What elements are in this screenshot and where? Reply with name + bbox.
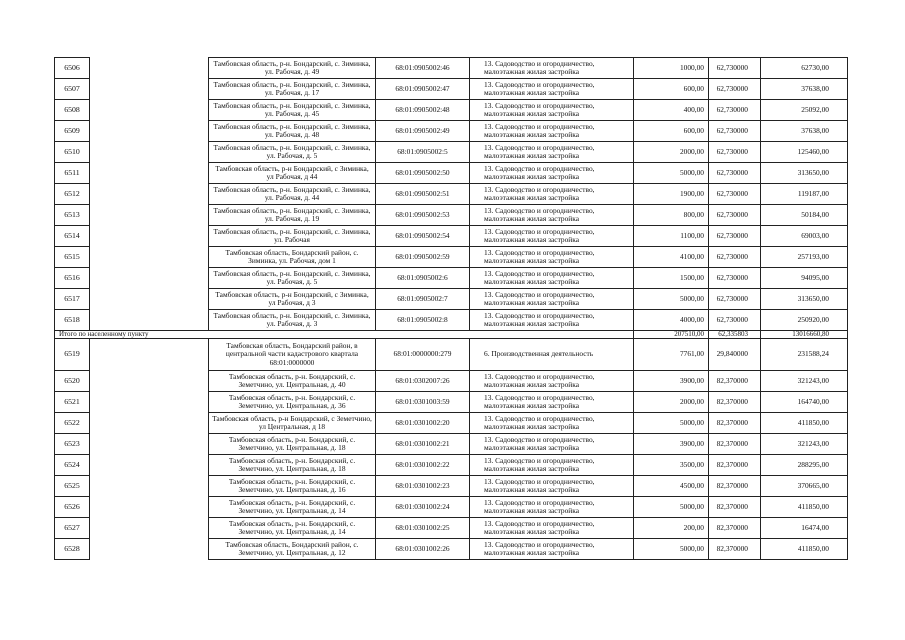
cadastral-number-cell: 68:01:0301002:22 — [376, 455, 470, 476]
empty-cell — [90, 79, 209, 100]
cadastral-number-cell: 68:01:0301002:25 — [376, 518, 470, 539]
table-row — [55, 247, 848, 268]
land-use-cell: 13. Садоводство и огородничество, малоэтажная жилая застройка — [470, 310, 634, 331]
land-use-cell: 13. Садоводство и огородничество, малоэтажная жилая застройка — [470, 289, 634, 310]
cadastral-number-cell: 68:01:0905002:59 — [376, 247, 470, 268]
cadastral-number-cell: 68:01:0905002:8 — [376, 310, 470, 331]
row-number: 6527 — [55, 518, 90, 539]
table-row — [55, 268, 848, 289]
land-use-cell: 13. Садоводство и огородничество, малоэтажная жилая застройка — [470, 247, 634, 268]
cadastral-number-cell: 68:01:0905002:6 — [376, 268, 470, 289]
specific-value-cell: 62,730000 — [709, 226, 761, 247]
empty-cell — [90, 268, 209, 289]
empty-cell — [90, 205, 209, 226]
row-number: 6524 — [55, 455, 90, 476]
cadastral-value-cell: 250920,00 — [761, 310, 848, 331]
specific-value-cell: 82,370000 — [709, 413, 761, 434]
specific-value-cell: 62,730000 — [709, 100, 761, 121]
row-number: 6513 — [55, 205, 90, 226]
cadastral-value-cell: 164740,00 — [761, 392, 848, 413]
specific-value-cell: 62,730000 — [709, 58, 761, 79]
area-cell: 600,00 — [634, 79, 709, 100]
area-cell: 1000,00 — [634, 58, 709, 79]
address-cell: Тамбовская область, р-н. Бондарский, с. Земетчино, ул. Центральная, д. 18 — [209, 434, 376, 455]
area-cell: 2000,00 — [634, 142, 709, 163]
cadastral-value-cell: 288295,00 — [761, 455, 848, 476]
cadastral-value-cell: 50184,00 — [761, 205, 848, 226]
cadastral-number-cell: 68:01:0301002:20 — [376, 413, 470, 434]
address-cell: Тамбовская область, Бондарский район, с. Зиминка, ул. Рабочая, дом 1 — [209, 247, 376, 268]
address-cell: Тамбовская область, р-н. Бондарский, с. Зиминка, ул. Рабочая, д. 5 — [209, 268, 376, 289]
table-row — [55, 142, 848, 163]
subtotal-row — [55, 331, 848, 339]
row-number: 6510 — [55, 142, 90, 163]
address-cell: Тамбовская область, р-н. Бондарский, с. Зиминка, ул. Рабочая, д. 49 — [209, 58, 376, 79]
land-use-cell: 13. Садоводство и огородничество, малоэтажная жилая застройка — [470, 539, 634, 560]
area-cell: 400,00 — [634, 100, 709, 121]
subtotal-area: 207510,00 — [634, 331, 709, 339]
empty-cell — [90, 413, 209, 434]
row-number: 6507 — [55, 79, 90, 100]
cadastral-value-cell: 313650,00 — [761, 289, 848, 310]
table-row — [55, 289, 848, 310]
area-cell: 5000,00 — [634, 289, 709, 310]
specific-value-cell: 82,370000 — [709, 371, 761, 392]
cadastral-value-cell: 125460,00 — [761, 142, 848, 163]
cadastral-number-cell: 68:01:0301002:23 — [376, 476, 470, 497]
specific-value-cell: 82,370000 — [709, 518, 761, 539]
area-cell: 5000,00 — [634, 413, 709, 434]
address-cell: Тамбовская область, р-н Бондарский, с Земетчино, ул Центральная, д 18 — [209, 413, 376, 434]
row-number: 6526 — [55, 497, 90, 518]
row-number: 6521 — [55, 392, 90, 413]
subtotal-total: 13016660,80 — [761, 331, 848, 339]
row-number: 6509 — [55, 121, 90, 142]
row-number: 6511 — [55, 163, 90, 184]
empty-cell — [90, 121, 209, 142]
specific-value-cell: 62,730000 — [709, 79, 761, 100]
land-use-cell: 13. Садоводство и огородничество, малоэтажная жилая застройка — [470, 476, 634, 497]
empty-cell — [90, 518, 209, 539]
cadastral-value-cell: 69003,00 — [761, 226, 848, 247]
cadastral-value-cell: 62730,00 — [761, 58, 848, 79]
cadastral-number-cell: 68:01:0905002:47 — [376, 79, 470, 100]
table-row — [55, 497, 848, 518]
land-use-cell: 6. Производственная деятельность — [470, 339, 634, 371]
specific-value-cell: 62,730000 — [709, 142, 761, 163]
cadastral-number-cell: 68:01:0301002:21 — [376, 434, 470, 455]
area-cell: 1100,00 — [634, 226, 709, 247]
area-cell: 1900,00 — [634, 184, 709, 205]
area-cell: 5000,00 — [634, 539, 709, 560]
address-cell: Тамбовская область, р-н. Бондарский, с. Зиминка, ул. Рабочая, д. 19 — [209, 205, 376, 226]
specific-value-cell: 82,370000 — [709, 476, 761, 497]
empty-cell — [90, 226, 209, 247]
row-number: 6512 — [55, 184, 90, 205]
table-row — [55, 371, 848, 392]
cadastral-value-cell: 411850,00 — [761, 539, 848, 560]
address-cell: Тамбовская область, р-н. Бондарский, с. Зиминка, ул. Рабочая, д. 44 — [209, 184, 376, 205]
address-cell: Тамбовская область, Бондарский район, с. Земетчино, ул. Центральная, д. 12 — [209, 539, 376, 560]
empty-cell — [90, 497, 209, 518]
empty-cell — [90, 58, 209, 79]
area-cell: 4100,00 — [634, 247, 709, 268]
address-cell: Тамбовская область, р-н. Бондарский, с. Зиминка, ул. Рабочая, д. 17 — [209, 79, 376, 100]
cadastral-number-cell: 68:01:0905002:54 — [376, 226, 470, 247]
cadastral-number-cell: 68:01:0905002:50 — [376, 163, 470, 184]
address-cell: Тамбовская область, р-н. Бондарский, с. Земетчино, ул. Центральная, д. 40 — [209, 371, 376, 392]
address-cell: Тамбовская область, р-н. Бондарский, с. Зиминка, ул. Рабочая — [209, 226, 376, 247]
land-use-cell: 13. Садоводство и огородничество, малоэтажная жилая застройка — [470, 392, 634, 413]
land-use-cell: 13. Садоводство и огородничество, малоэтажная жилая застройка — [470, 371, 634, 392]
table-row — [55, 310, 848, 331]
empty-cell — [90, 392, 209, 413]
cadastral-value-table — [54, 57, 848, 560]
table-row — [55, 392, 848, 413]
land-use-cell: 13. Садоводство и огородничество, малоэтажная жилая застройка — [470, 205, 634, 226]
cadastral-number-cell: 68:01:0000000:279 — [376, 339, 470, 371]
cadastral-number-cell: 68:01:0301002:26 — [376, 539, 470, 560]
row-number: 6520 — [55, 371, 90, 392]
row-number: 6518 — [55, 310, 90, 331]
land-use-cell: 13. Садоводство и огородничество, малоэтажная жилая застройка — [470, 79, 634, 100]
cadastral-value-cell: 37638,00 — [761, 79, 848, 100]
row-number: 6528 — [55, 539, 90, 560]
address-cell: Тамбовская область, р-н. Бондарский, с. Земетчино, ул. Центральная, д. 36 — [209, 392, 376, 413]
land-use-cell: 13. Садоводство и огородничество, малоэтажная жилая застройка — [470, 163, 634, 184]
table-row — [55, 539, 848, 560]
table-row — [55, 455, 848, 476]
area-cell: 3500,00 — [634, 455, 709, 476]
area-cell: 200,00 — [634, 518, 709, 539]
empty-cell — [90, 163, 209, 184]
specific-value-cell: 62,730000 — [709, 184, 761, 205]
land-use-cell: 13. Садоводство и огородничество, малоэтажная жилая застройка — [470, 226, 634, 247]
address-cell: Тамбовская область, р-н Бондарский, с Зиминка, ул Рабочая, д 3 — [209, 289, 376, 310]
empty-cell — [90, 434, 209, 455]
cadastral-number-cell: 68:01:0905002:49 — [376, 121, 470, 142]
cadastral-number-cell: 68:01:0905002:53 — [376, 205, 470, 226]
cadastral-number-cell: 68:01:0302007:26 — [376, 371, 470, 392]
cadastral-number-cell: 68:01:0905002:5 — [376, 142, 470, 163]
address-cell: Тамбовская область, р-н. Бондарский, с. Зиминка, ул. Рабочая, д. 48 — [209, 121, 376, 142]
empty-cell — [90, 455, 209, 476]
table-row — [55, 163, 848, 184]
cadastral-value-cell: 370665,00 — [761, 476, 848, 497]
cadastral-value-cell: 25092,00 — [761, 100, 848, 121]
address-cell: Тамбовская область, р-н. Бондарский, с. Зиминка, ул. Рабочая, д. 5 — [209, 142, 376, 163]
address-cell: Тамбовская область, р-н Бондарский, с Зиминка, ул Рабочая, д 44 — [209, 163, 376, 184]
cadastral-value-cell: 411850,00 — [761, 497, 848, 518]
area-cell: 5000,00 — [634, 497, 709, 518]
empty-cell — [90, 184, 209, 205]
cadastral-value-cell: 257193,00 — [761, 247, 848, 268]
cadastral-value-cell: 16474,00 — [761, 518, 848, 539]
area-cell: 7761,00 — [634, 339, 709, 371]
area-cell: 1500,00 — [634, 268, 709, 289]
land-use-cell: 13. Садоводство и огородничество, малоэтажная жилая застройка — [470, 497, 634, 518]
land-use-cell: 13. Садоводство и огородничество, малоэтажная жилая застройка — [470, 100, 634, 121]
land-use-cell: 13. Садоводство и огородничество, малоэтажная жилая застройка — [470, 184, 634, 205]
cadastral-number-cell: 68:01:0905002:46 — [376, 58, 470, 79]
table-row — [55, 205, 848, 226]
specific-value-cell: 29,840000 — [709, 339, 761, 371]
specific-value-cell: 82,370000 — [709, 434, 761, 455]
area-cell: 4000,00 — [634, 310, 709, 331]
cadastral-number-cell: 68:01:0301002:24 — [376, 497, 470, 518]
address-cell: Тамбовская область, р-н. Бондарский, с. Земетчино, ул. Центральная, д. 18 — [209, 455, 376, 476]
address-cell: Тамбовская область, Бондарский район, в центральной части кадастрового квартала 68:01:0000000 — [209, 339, 376, 371]
cadastral-number-cell: 68:01:0905002:7 — [376, 289, 470, 310]
empty-cell — [90, 310, 209, 331]
area-cell: 600,00 — [634, 121, 709, 142]
cadastral-number-cell: 68:01:0301003:59 — [376, 392, 470, 413]
table-row — [55, 413, 848, 434]
cadastral-value-cell: 231588,24 — [761, 339, 848, 371]
area-cell: 2000,00 — [634, 392, 709, 413]
row-number: 6523 — [55, 434, 90, 455]
table-row — [55, 476, 848, 497]
land-use-cell: 13. Садоводство и огородничество, малоэтажная жилая застройка — [470, 455, 634, 476]
cadastral-number-cell: 68:01:0905002:51 — [376, 184, 470, 205]
row-number: 6525 — [55, 476, 90, 497]
specific-value-cell: 82,370000 — [709, 392, 761, 413]
table-row — [55, 434, 848, 455]
subtotal-rate: 62,335803 — [709, 331, 761, 339]
land-use-cell: 13. Садоводство и огородничество, малоэтажная жилая застройка — [470, 434, 634, 455]
empty-cell — [90, 142, 209, 163]
table-row — [55, 121, 848, 142]
table-row — [55, 226, 848, 247]
land-use-cell: 13. Садоводство и огородничество, малоэтажная жилая застройка — [470, 121, 634, 142]
area-cell: 3900,00 — [634, 371, 709, 392]
specific-value-cell: 82,370000 — [709, 455, 761, 476]
row-number: 6517 — [55, 289, 90, 310]
empty-cell — [90, 247, 209, 268]
cadastral-value-cell: 321243,00 — [761, 371, 848, 392]
table-row — [55, 100, 848, 121]
row-number: 6506 — [55, 58, 90, 79]
row-number: 6514 — [55, 226, 90, 247]
area-cell: 5000,00 — [634, 163, 709, 184]
cadastral-value-cell: 94095,00 — [761, 268, 848, 289]
specific-value-cell: 62,730000 — [709, 268, 761, 289]
row-number: 6519 — [55, 339, 90, 371]
table-row — [55, 339, 848, 371]
area-cell: 800,00 — [634, 205, 709, 226]
specific-value-cell: 62,730000 — [709, 163, 761, 184]
table-row — [55, 184, 848, 205]
subtotal-label: Итого по населенному пункту — [55, 331, 634, 339]
specific-value-cell: 62,730000 — [709, 205, 761, 226]
table-row — [55, 79, 848, 100]
land-use-cell: 13. Садоводство и огородничество, малоэтажная жилая застройка — [470, 58, 634, 79]
cadastral-value-cell: 411850,00 — [761, 413, 848, 434]
empty-cell — [90, 539, 209, 560]
row-number: 6515 — [55, 247, 90, 268]
cadastral-value-cell: 37638,00 — [761, 121, 848, 142]
table-body — [55, 58, 848, 560]
cadastral-value-cell: 119187,00 — [761, 184, 848, 205]
cadastral-number-cell: 68:01:0905002:48 — [376, 100, 470, 121]
table-row — [55, 58, 848, 79]
land-use-cell: 13. Садоводство и огородничество, малоэтажная жилая застройка — [470, 518, 634, 539]
address-cell: Тамбовская область, р-н. Бондарский, с. Земетчино, ул. Центральная, д. 14 — [209, 497, 376, 518]
empty-cell — [90, 339, 209, 371]
empty-cell — [90, 371, 209, 392]
address-cell: Тамбовская область, р-н. Бондарский, с. Земетчино, ул. Центральная, д. 14 — [209, 518, 376, 539]
empty-cell — [90, 100, 209, 121]
area-cell: 3900,00 — [634, 434, 709, 455]
specific-value-cell: 62,730000 — [709, 289, 761, 310]
row-number: 6516 — [55, 268, 90, 289]
specific-value-cell: 62,730000 — [709, 247, 761, 268]
table-row — [55, 518, 848, 539]
specific-value-cell: 82,370000 — [709, 497, 761, 518]
empty-cell — [90, 289, 209, 310]
address-cell: Тамбовская область, р-н. Бондарский, с. Земетчино, ул. Центральная, д. 16 — [209, 476, 376, 497]
cadastral-value-cell: 321243,00 — [761, 434, 848, 455]
row-number: 6522 — [55, 413, 90, 434]
land-use-cell: 13. Садоводство и огородничество, малоэтажная жилая застройка — [470, 142, 634, 163]
specific-value-cell: 62,730000 — [709, 310, 761, 331]
specific-value-cell: 82,370000 — [709, 539, 761, 560]
land-use-cell: 13. Садоводство и огородничество, малоэтажная жилая застройка — [470, 413, 634, 434]
area-cell: 4500,00 — [634, 476, 709, 497]
specific-value-cell: 62,730000 — [709, 121, 761, 142]
address-cell: Тамбовская область, р-н. Бондарский, с. Зиминка, ул. Рабочая, д. 45 — [209, 100, 376, 121]
address-cell: Тамбовская область, р-н. Бондарский, с. Зиминка, ул. Рабочая, д. 3 — [209, 310, 376, 331]
empty-cell — [90, 476, 209, 497]
land-use-cell: 13. Садоводство и огородничество, малоэтажная жилая застройка — [470, 268, 634, 289]
cadastral-value-cell: 313650,00 — [761, 163, 848, 184]
row-number: 6508 — [55, 100, 90, 121]
